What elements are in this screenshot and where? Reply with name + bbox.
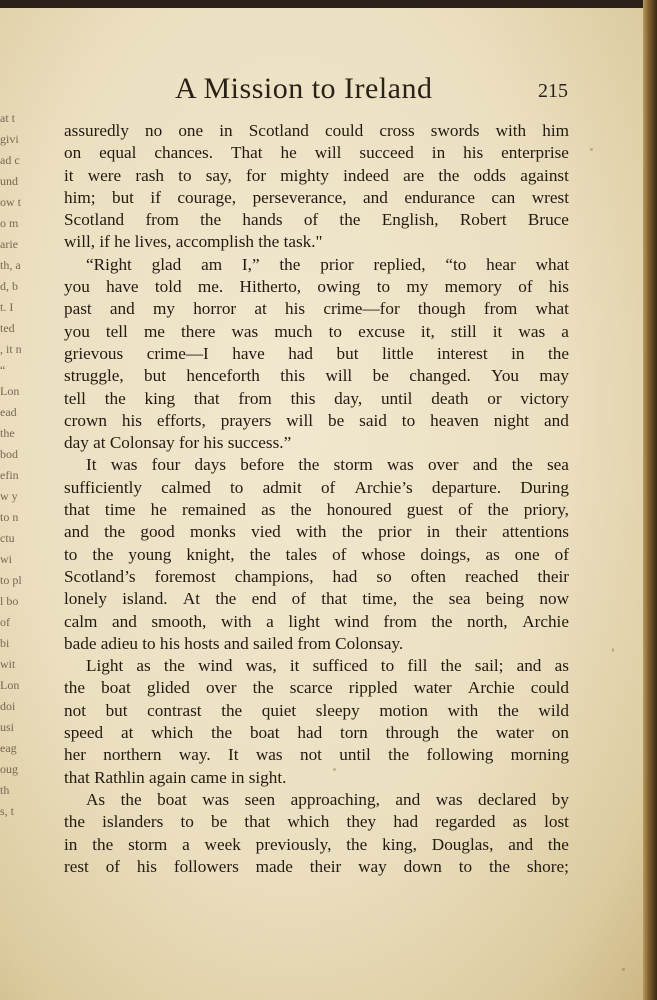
bleed-fragment: oug bbox=[0, 762, 18, 776]
bleed-fragment: w y bbox=[0, 489, 18, 503]
text-line: past and my horror at his crime—for though from what bbox=[64, 299, 569, 319]
foxing-spot bbox=[622, 968, 625, 971]
running-head bbox=[64, 66, 568, 106]
bleed-fragment: “ bbox=[0, 363, 6, 377]
text-line: the islanders to be that which they had regarded as lost bbox=[64, 812, 569, 832]
bleed-fragment: eag bbox=[0, 741, 17, 755]
bleed-fragment: , it n bbox=[0, 342, 22, 356]
text-line: the boat glided over the scarce rippled water Archie could bbox=[64, 678, 569, 698]
bleed-fragment: wi bbox=[0, 552, 12, 566]
text-line: not but contrast the quiet sleepy motion with the wild bbox=[64, 700, 569, 720]
text-line: struggle, but henceforth this will be changed. You may bbox=[64, 366, 569, 386]
bleed-fragment: doi bbox=[0, 699, 16, 713]
body-text bbox=[64, 120, 569, 878]
text-line: that time he remained as the honoured guest of the priory, bbox=[64, 500, 569, 520]
foxing-spot bbox=[333, 768, 336, 771]
bleed-fragment: ctu bbox=[0, 531, 15, 545]
text-line: assuredly no one in Scotland could cross swords with him bbox=[64, 121, 569, 140]
text-line: lonely island. At the end of that time, the sea being now bbox=[64, 589, 569, 609]
bleed-fragment: to n bbox=[0, 510, 19, 524]
bleed-fragment: arie bbox=[0, 237, 18, 251]
text-line: him; but if courage, perseverance, and endurance can wrest bbox=[64, 187, 569, 207]
text-line: Light as the wind was, it sufficed to fill the sail; and as bbox=[86, 656, 569, 676]
text-line: will, if he lives, accomplish the task." bbox=[64, 232, 323, 252]
bleed-fragment: Lon bbox=[0, 384, 20, 398]
bleed-fragment: s, t bbox=[0, 804, 15, 818]
bleed-fragment: ad c bbox=[0, 153, 20, 167]
text-line: it were rash to say, for mighty indeed are the odds against bbox=[64, 165, 569, 185]
bleed-fragment: at t bbox=[0, 111, 15, 125]
text-line: “Right glad am I,” the prior replied, “to hear what bbox=[86, 254, 569, 274]
text-line: sufficiently calmed to admit of Archie’s departure. During bbox=[64, 477, 569, 497]
bleed-fragment: usi bbox=[0, 720, 15, 734]
bleed-fragment: ted bbox=[0, 321, 15, 335]
bleed-fragment: th, a bbox=[0, 258, 21, 272]
bleed-fragment: ow t bbox=[0, 195, 21, 209]
bleed-fragment: bi bbox=[0, 636, 10, 650]
text-line: day at Colonsay for his success.” bbox=[64, 433, 292, 453]
page-number: 215 bbox=[538, 80, 568, 102]
text-line: crown his efforts, prayers will be said to heaven night and bbox=[64, 410, 569, 430]
text-line: rest of his followers made their way down to the shore; bbox=[64, 856, 569, 876]
bleed-fragment: Lon bbox=[0, 678, 20, 692]
bleed-fragment: wit bbox=[0, 657, 16, 671]
text-line: that Rathlin again came in sight. bbox=[64, 767, 287, 787]
text-line: Scotland from the hands of the English, Robert Bruce bbox=[64, 210, 569, 230]
bleed-fragment: ead bbox=[0, 405, 17, 419]
bleed-fragment: l bo bbox=[0, 594, 19, 608]
text-line: tell the king that from this day, until death or victory bbox=[64, 388, 569, 408]
text-line: on equal chances. That he will succeed in his enterprise bbox=[64, 143, 569, 163]
bleed-fragment: efin bbox=[0, 468, 19, 482]
bleed-fragment: to pl bbox=[0, 573, 22, 587]
running-head-title: A Mission to Ireland bbox=[175, 72, 433, 105]
text-line: you tell me there was much to excuse it, still it was a bbox=[64, 321, 569, 341]
foxing-spot bbox=[612, 648, 614, 652]
bleed-fragment: o m bbox=[0, 216, 19, 230]
text-line: It was four days before the storm was over and the sea bbox=[86, 455, 569, 475]
text-line: and the good monks vied with the prior in their attentions bbox=[64, 522, 569, 542]
binding-edge bbox=[643, 0, 657, 1000]
text-line: to the young knight, the tales of whose doings, as one of bbox=[64, 544, 569, 564]
text-line: calm and smooth, with a light wind from the north, Archie bbox=[64, 611, 569, 631]
text-line: As the boat was seen approaching, and was declared by bbox=[86, 789, 569, 809]
text-line: her northern way. It was not until the following morning bbox=[64, 745, 569, 765]
text-line: Scotland’s foremost champions, had so often reached their bbox=[64, 566, 569, 586]
bleed-fragment: und bbox=[0, 174, 18, 188]
bleed-fragment: of bbox=[0, 615, 10, 629]
text-line: you have told me. Hitherto, owing to my memory of his bbox=[64, 277, 569, 297]
bleed-fragment: bod bbox=[0, 447, 18, 461]
foxing-spot bbox=[590, 148, 593, 151]
text-line: grievous crime—I have had but little interest in the bbox=[64, 343, 569, 363]
text-line: in the storm a week previously, the king, Douglas, and the bbox=[64, 834, 569, 854]
bleed-fragment: givi bbox=[0, 132, 19, 146]
bleed-fragment: d, b bbox=[0, 279, 18, 293]
text-line: speed at which the boat had torn through the water on bbox=[64, 723, 569, 743]
bleed-fragment: t. I bbox=[0, 300, 14, 314]
text-line: bade adieu to his hosts and sailed from Colonsay. bbox=[64, 633, 404, 653]
margin-bleed-through bbox=[0, 108, 26, 908]
book-page bbox=[0, 8, 645, 1000]
bleed-fragment: the bbox=[0, 426, 15, 440]
bleed-fragment: th bbox=[0, 783, 10, 797]
